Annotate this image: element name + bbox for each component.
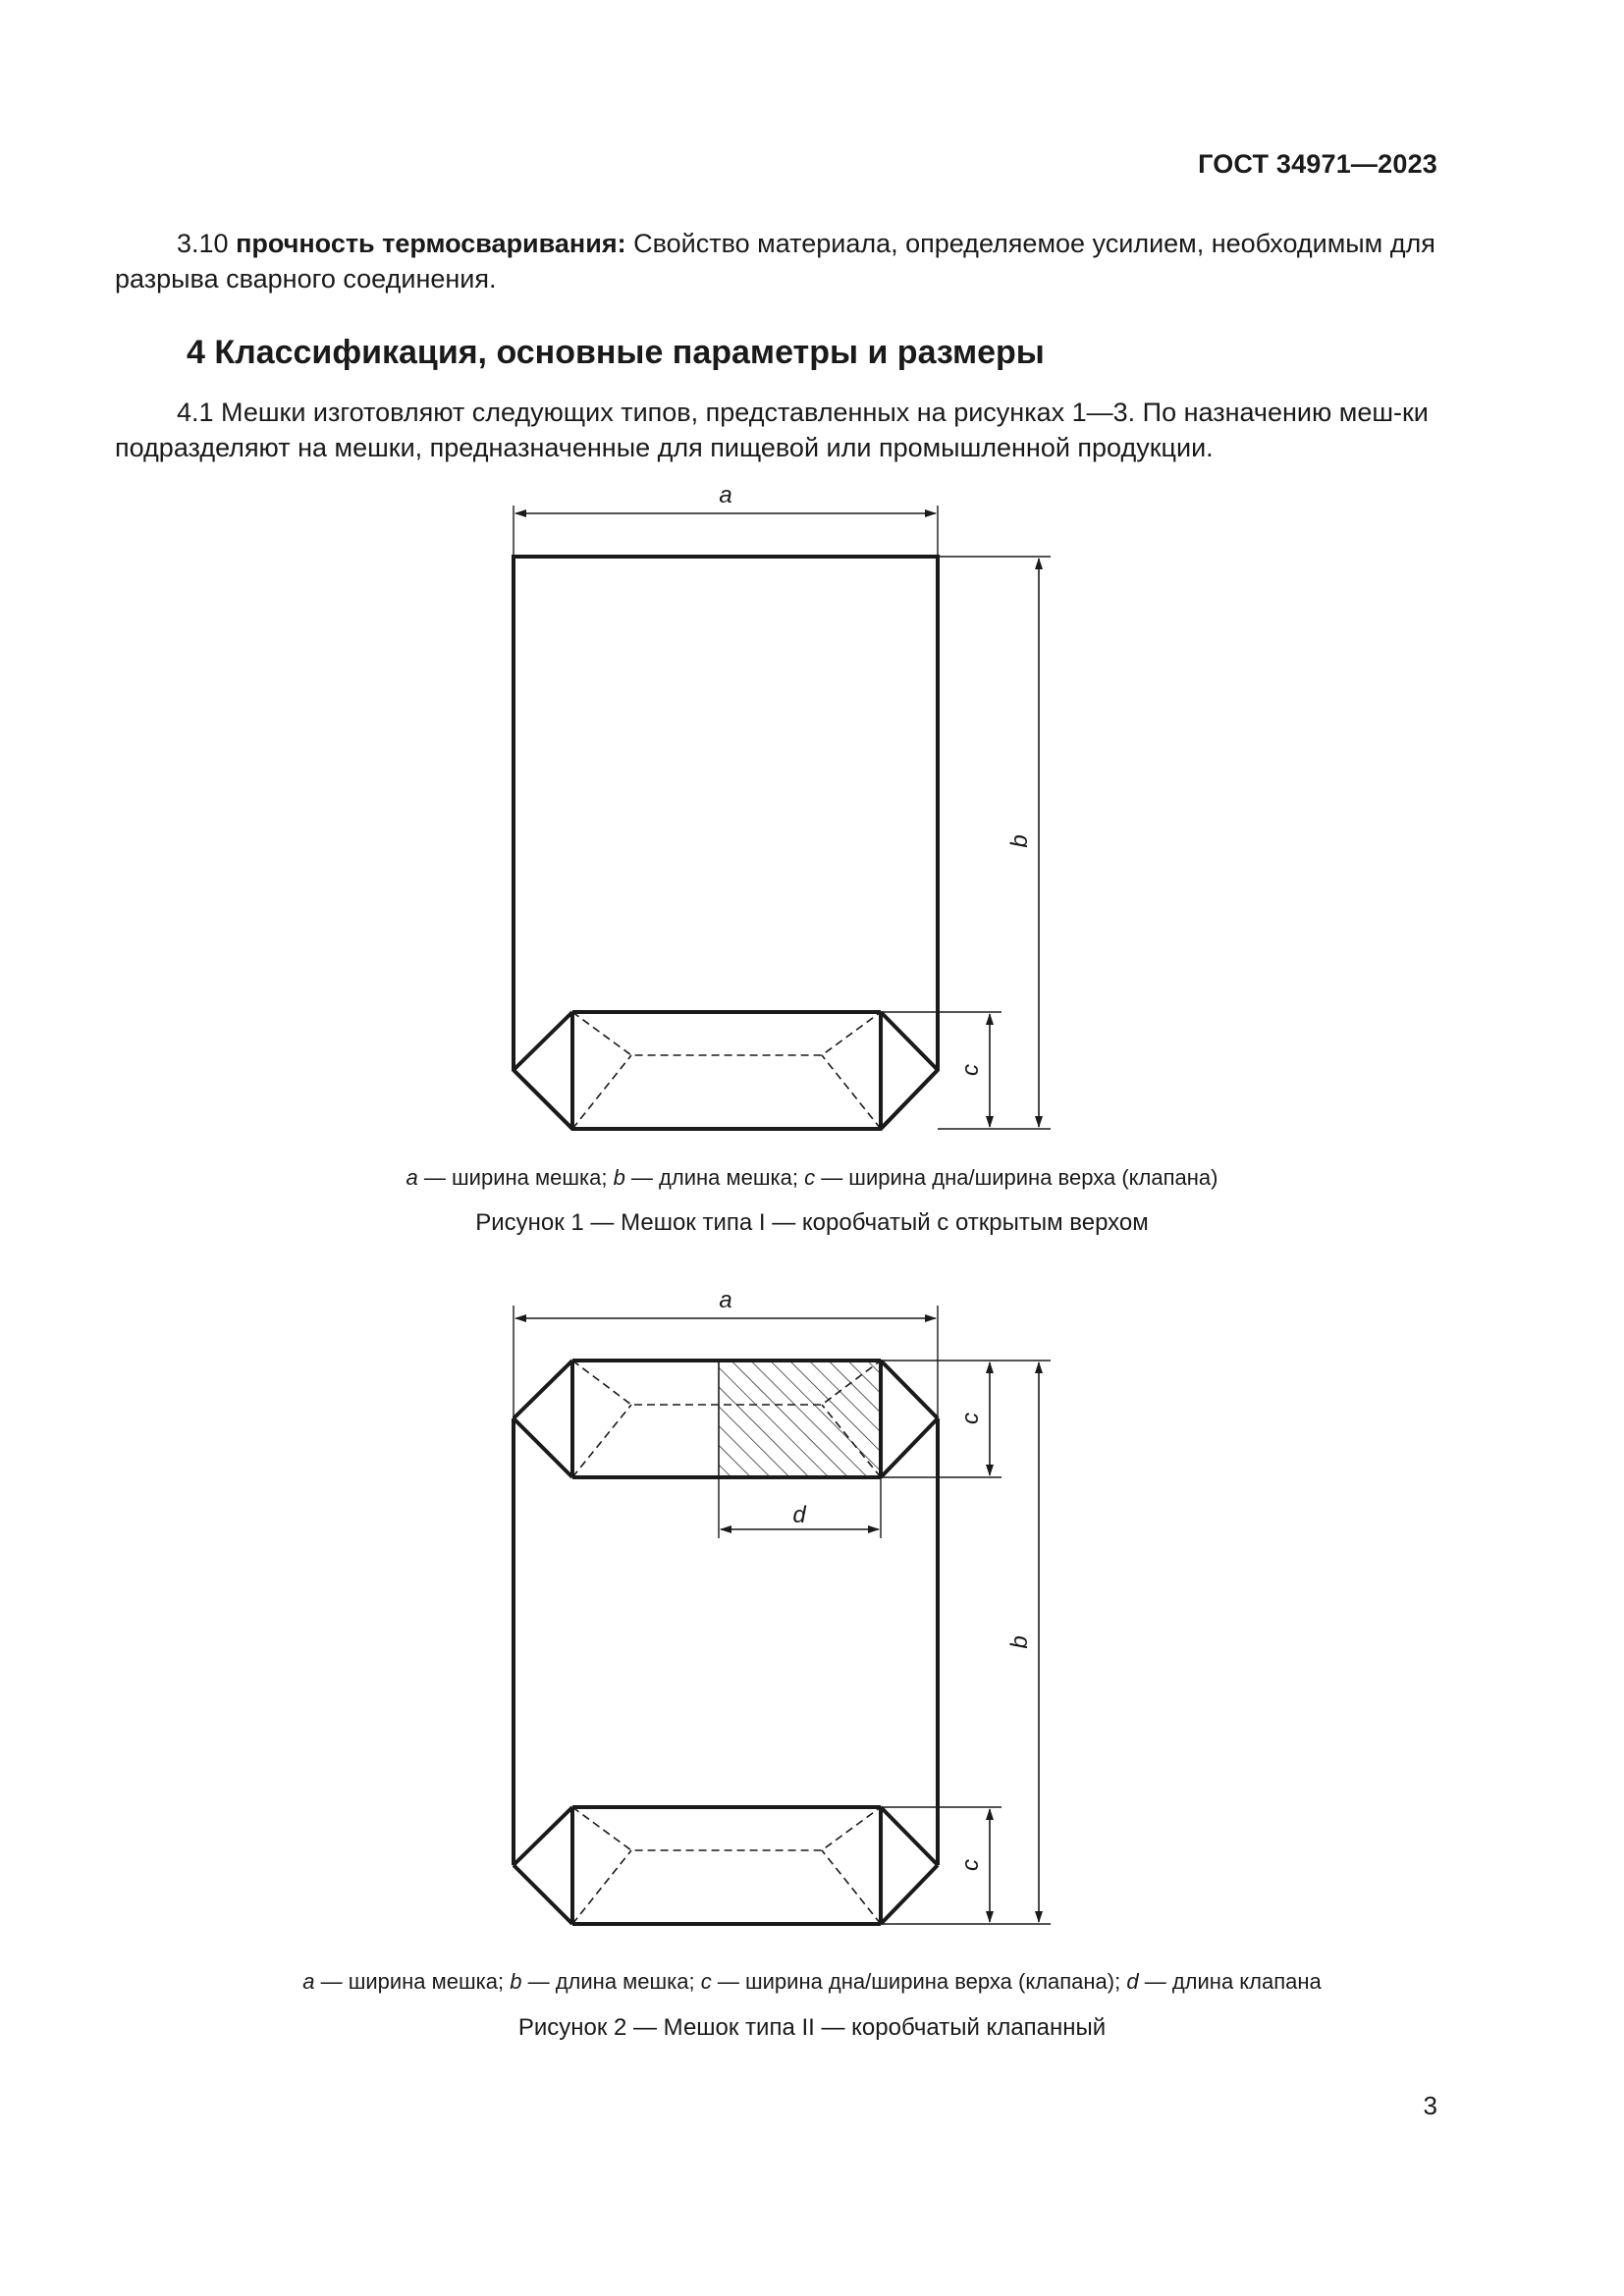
- clause-3-10: [115, 226, 1440, 296]
- bottom-dashed-folds: [572, 1807, 881, 1924]
- term-definition: Свойство материала, определяемое усилием, необходимым для разрыва сварного соединения.: [115, 229, 1435, 294]
- clause-4-1: [115, 395, 1440, 465]
- legend-sym: c: [700, 1969, 712, 1994]
- legend-sym: d: [1126, 1969, 1139, 1994]
- dim-a-label: a: [719, 486, 732, 508]
- figure-1-drawing: [0, 486, 1624, 1153]
- legend-text: — ширина мешка;: [314, 1969, 511, 1994]
- clause-4-1-text: 4.1 Мешки изготовляют следующих типов, представленных на рисунках 1—3. По назначению меш-ки подразделяют на мешки, предназначенные для пищевой или промышленной продукции.: [115, 398, 1429, 462]
- term: прочность термосваривания:: [236, 229, 626, 258]
- legend-sym: a: [302, 1969, 315, 1994]
- legend-text: — ширина мешка;: [417, 1165, 614, 1190]
- legend-text: — длина клапана: [1138, 1969, 1322, 1994]
- clause-number: 3.10: [177, 229, 229, 258]
- standard-code: ГОСТ 34971—2023: [1198, 149, 1437, 179]
- figure-2-caption: Рисунок 2 — Мешок типа II — коробчатый клапанный: [517, 2014, 1107, 2041]
- figure-1-caption: Рисунок 1 — Мешок типа I — коробчатый с открытым верхом: [475, 1209, 1149, 1236]
- legend-text: — длина мешка;: [521, 1969, 701, 1994]
- page-number: 3: [1423, 2091, 1437, 2120]
- legend-sym: b: [613, 1165, 625, 1190]
- figure-2-drawing: [0, 1291, 1624, 1958]
- dim-c-top-label: c: [957, 1413, 984, 1424]
- dim-b-label: b: [1006, 834, 1033, 848]
- dim-b-label: b: [1006, 1635, 1033, 1649]
- legend-text: — ширина дна/ширина верха (клапана): [815, 1165, 1218, 1190]
- section-heading: 4 Классификация, основные параметры и размеры: [187, 334, 1045, 371]
- dim-c-label: c: [957, 1064, 984, 1076]
- legend-sym: b: [510, 1969, 522, 1994]
- dim-a-label: a: [719, 1291, 732, 1313]
- figure-1-legend: [0, 1165, 1624, 1191]
- legend-sym: c: [804, 1165, 816, 1190]
- legend-sym: a: [406, 1165, 418, 1190]
- dim-c-bottom-label: c: [957, 1859, 984, 1871]
- bottom-dashed-folds: [572, 1012, 881, 1129]
- figure-2-legend: [0, 1969, 1624, 1995]
- legend-text: — ширина дна/ширина верха (клапана);: [711, 1969, 1127, 1994]
- bag-outline: [514, 557, 938, 1129]
- legend-text: — длина мешка;: [624, 1165, 805, 1190]
- dim-d-label: d: [792, 1502, 806, 1528]
